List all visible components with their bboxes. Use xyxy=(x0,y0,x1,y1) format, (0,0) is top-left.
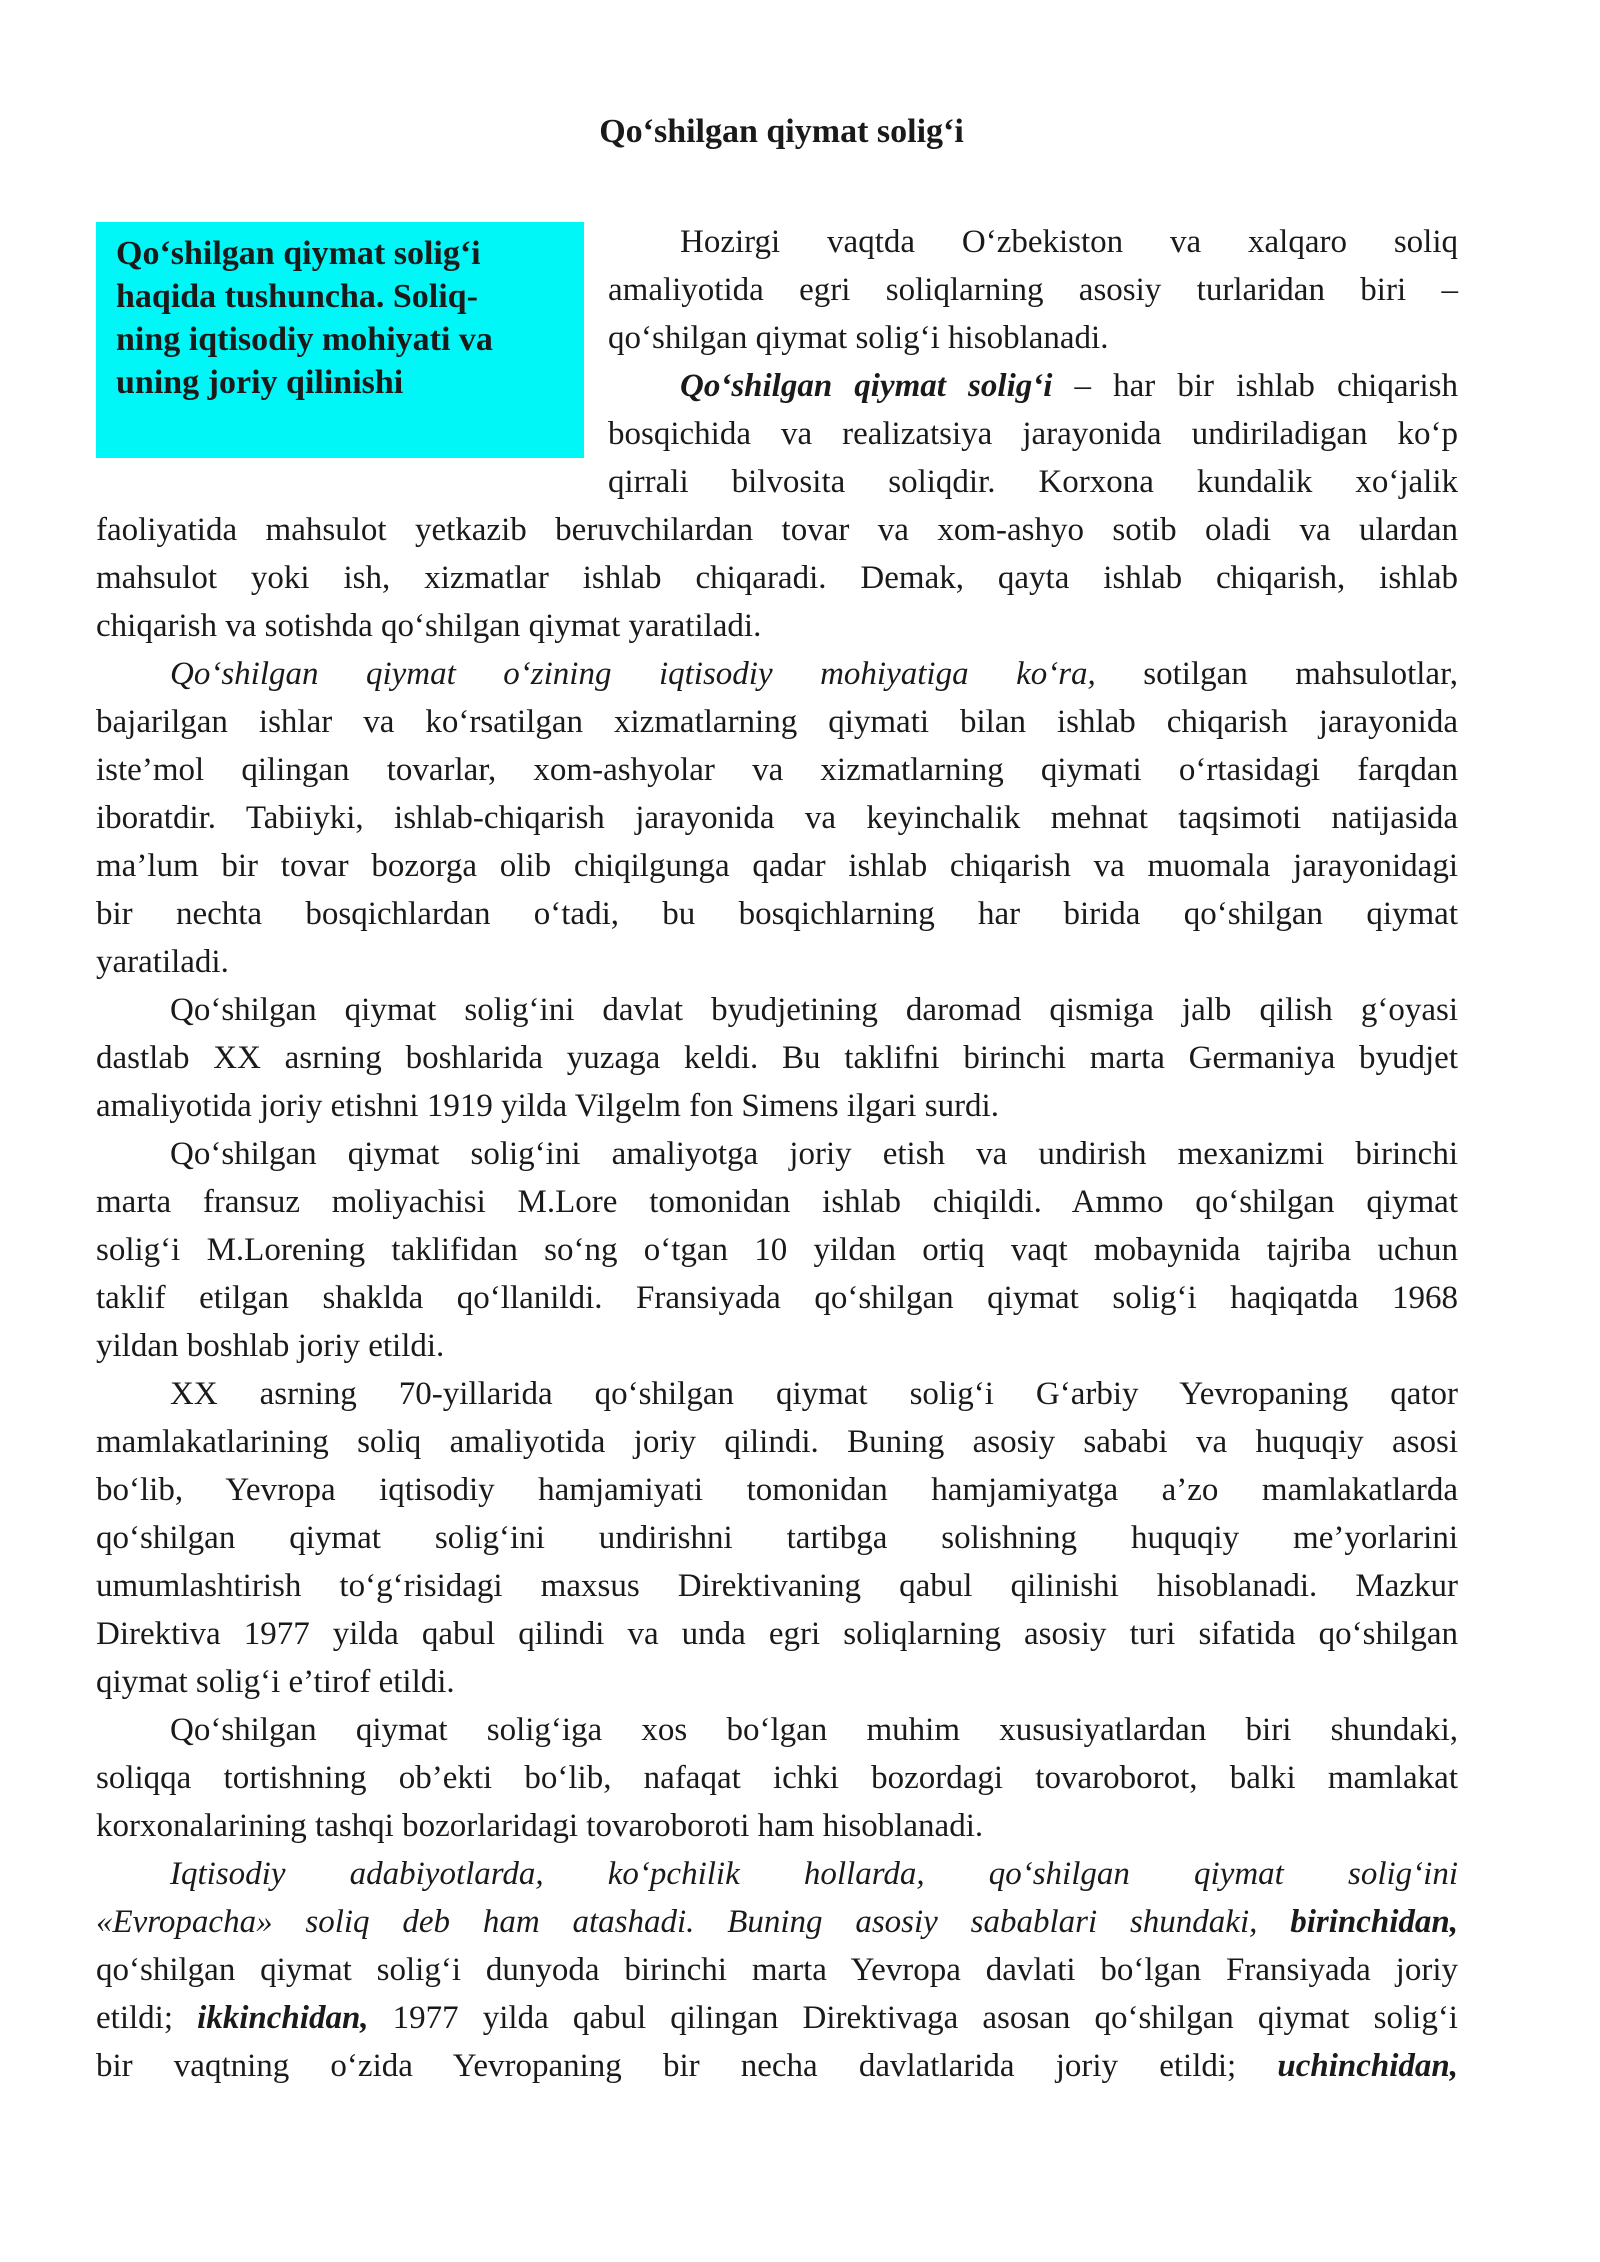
text-run: ma’lum bir tovar bozorga olib chiqilgunga qadar ishlab chiqarish va muomala jarayonidagi xyxy=(96,848,1458,884)
text-run: bir nechta bosqichlardan o‘tadi, bu bosqichlarning har birida qo‘shilgan qiymat xyxy=(96,896,1458,932)
text-line xyxy=(680,364,1458,408)
text-run: chiqarish va sotishda qo‘shilgan qiymat yaratiladi. xyxy=(96,608,762,644)
text-line xyxy=(170,1708,1458,1752)
text-run: mamlakatlarining soliq amaliyotida joriy qilindi. Buning asosiy sababi va huquqiy asosi xyxy=(96,1424,1458,1460)
text-run: korxonalarining tashqi bozorlaridagi tovaroboroti ham hisoblanadi. xyxy=(96,1808,984,1844)
text-line xyxy=(96,508,1458,552)
text-run: sotilgan mahsulotlar, xyxy=(1095,656,1458,692)
text-run: marta fransuz moliyachisi M.Lore tomonidan ishlab chiqildi. Ammo qo‘shilgan qiymat xyxy=(96,1184,1458,1220)
text-run: qo‘shilgan qiymat solig‘i dunyoda birinchi marta Yevropa davlati bo‘lgan Fransiyada joriy xyxy=(96,1952,1458,1988)
text-line xyxy=(170,1852,1458,1896)
text-run: Direktiva 1977 yilda qabul qilindi va unda egri soliqlarning asosiy turi sifatida qo‘shilgan xyxy=(96,1616,1458,1652)
text-run: «Evropacha» soliq deb ham atashadi. Buning asosiy sabablari shundaki, xyxy=(96,1904,1291,1940)
text-line xyxy=(96,1036,1458,1080)
text-line xyxy=(680,220,1458,264)
text-line xyxy=(170,988,1458,1032)
text-line xyxy=(96,1900,1458,1944)
text-run: Qo‘shilgan qiymat solig‘ini davlat byudjetining daromad qismiga jalb qilish g‘oyasi xyxy=(170,992,1458,1028)
text-run: mahsulot yoki ish, xizmatlar ishlab chiqaradi. Demak, qayta ishlab chiqarish, ishlab xyxy=(96,560,1458,596)
text-line xyxy=(96,1516,1458,1560)
text-line xyxy=(96,556,1458,600)
text-run: 1977 yilda qabul qilingan Direktivaga asosan qo‘shilgan qiymat solig‘i xyxy=(368,2000,1458,2036)
text-run: yildan boshlab joriy etildi. xyxy=(96,1328,445,1364)
text-run: Qo‘shilgan qiymat solig‘i xyxy=(680,368,1053,404)
text-line xyxy=(96,1228,1458,1272)
text-line xyxy=(96,748,1458,792)
sidebox-line: uning joriy qilinishi xyxy=(116,364,404,401)
text-run: Iqtisodiy adabiyotlarda, ko‘pchilik hollarda, qo‘shilgan qiymat solig‘ini xyxy=(170,1856,1458,1892)
text-run: umumlashtirish to‘g‘risidagi maxsus Direktivaning qabul qilinishi hisoblanadi. Mazkur xyxy=(96,1568,1458,1604)
text-run: Qo‘shilgan qiymat solig‘iga xos bo‘lgan muhim xususiyatlardan biri shundaki, xyxy=(170,1712,1458,1748)
page-title: Qo‘shilgan qiymat solig‘i xyxy=(599,113,964,150)
sidebox-line: haqida tushuncha. Soliq- xyxy=(116,278,478,315)
text-line xyxy=(170,1132,1458,1176)
text-run: Hozirgi vaqtda O‘zbekiston va xalqaro soliq xyxy=(680,224,1458,260)
text-run: bo‘lib, Yevropa iqtisodiy hamjamiyati tomonidan hamjamiyatga a’zo mamlakatlarda xyxy=(96,1472,1458,1508)
text-line xyxy=(608,268,1458,312)
text-line xyxy=(96,1564,1458,1608)
text-line xyxy=(170,652,1458,696)
text-line xyxy=(96,700,1458,744)
text-run: qiymat solig‘i e’tirof etildi. xyxy=(96,1664,455,1700)
text-run: Qo‘shilgan qiymat solig‘ini amaliyotga joriy etish va undirish mexanizmi birinchi xyxy=(170,1136,1458,1172)
text-run: – har bir ishlab chiqarish xyxy=(1052,368,1458,404)
text-run: birinchidan, xyxy=(1290,1904,1458,1940)
text-run: uchinchidan, xyxy=(1277,2048,1458,2084)
sidebox-line: ning iqtisodiy mohiyati va xyxy=(116,321,493,358)
text-run: qo‘shilgan qiymat solig‘i hisoblanadi. xyxy=(608,320,1109,356)
text-line xyxy=(96,1468,1458,1512)
text-line xyxy=(608,412,1458,456)
text-run: qo‘shilgan qiymat solig‘ini undirishni tartibga solishning huquqiy me’yorlarini xyxy=(96,1520,1458,1556)
text-run: qirrali bilvosita soliqdir. Korxona kundalik xo‘jalik xyxy=(608,464,1458,500)
text-line xyxy=(96,940,1458,984)
text-run: etildi; xyxy=(96,2000,198,2036)
text-run: iste’mol qilingan tovarlar, xom-ashyolar va xizmatlarning qiymati o‘rtasidagi farqdan xyxy=(96,752,1458,788)
text-line xyxy=(96,1084,1458,1128)
topic-sidebox xyxy=(96,222,584,458)
text-line xyxy=(96,1948,1458,1992)
text-run: taklif etilgan shaklda qo‘llanildi. Fransiyada qo‘shilgan qiymat solig‘i haqiqatda 1968 xyxy=(96,1280,1458,1316)
text-run: bosqichida va realizatsiya jarayonida undiriladigan ko‘p xyxy=(608,416,1458,452)
text-line xyxy=(96,1324,1458,1368)
text-line xyxy=(608,460,1458,504)
text-run: iboratdir. Tabiiyki, ishlab-chiqarish jarayonida va keyinchalik mehnat taqsimoti natijasida xyxy=(96,800,1458,836)
text-line xyxy=(96,1660,1458,1704)
text-line xyxy=(96,892,1458,936)
text-run: Qo‘shilgan qiymat o‘zining iqtisodiy mohiyatiga ko‘ra, xyxy=(170,656,1096,692)
text-run: dastlab XX asrning boshlarida yuzaga keldi. Bu taklifni birinchi marta Germaniya byudjet xyxy=(96,1040,1458,1076)
text-line xyxy=(96,844,1458,888)
text-line xyxy=(96,1804,1458,1848)
sidebox-line: Qo‘shilgan qiymat solig‘i xyxy=(116,235,481,272)
text-line xyxy=(96,1420,1458,1464)
text-line xyxy=(96,1180,1458,1224)
text-run: solig‘i M.Lorening taklifidan so‘ng o‘tgan 10 yildan ortiq vaqt mobaynida tajriba uchun xyxy=(96,1232,1458,1268)
text-run: bajarilgan ishlar va ko‘rsatilgan xizmatlarning qiymati bilan ishlab chiqarish jarayonida xyxy=(96,704,1458,740)
text-run: ikkinchidan, xyxy=(197,2000,369,2036)
text-run: XX asrning 70-yillarida qo‘shilgan qiymat solig‘i G‘arbiy Yevropaning qator xyxy=(170,1376,1458,1412)
text-line xyxy=(96,604,1458,648)
text-run: yaratiladi. xyxy=(96,944,229,980)
text-line xyxy=(96,1756,1458,1800)
text-line xyxy=(96,2044,1458,2088)
text-run: soliqqa tortishning ob’ekti bo‘lib, nafaqat ichki bozordagi tovaroborot, balki mamlakat xyxy=(96,1760,1458,1796)
text-line xyxy=(96,1612,1458,1656)
text-run: bir vaqtning o‘zida Yevropaning bir necha davlatlarida joriy etildi; xyxy=(96,2048,1278,2084)
text-line xyxy=(96,1276,1458,1320)
text-line xyxy=(96,796,1458,840)
text-line xyxy=(96,1996,1458,2040)
text-line xyxy=(170,1372,1458,1416)
text-run: amaliyotida egri soliqlarning asosiy turlaridan biri – xyxy=(608,272,1458,308)
text-run: amaliyotida joriy etishni 1919 yilda Vilgelm fon Simens ilgari surdi. xyxy=(96,1088,999,1124)
text-run: faoliyatida mahsulot yetkazib beruvchilardan tovar va xom-ashyo sotib oladi va ulardan xyxy=(96,512,1458,548)
text-line xyxy=(608,316,1458,360)
